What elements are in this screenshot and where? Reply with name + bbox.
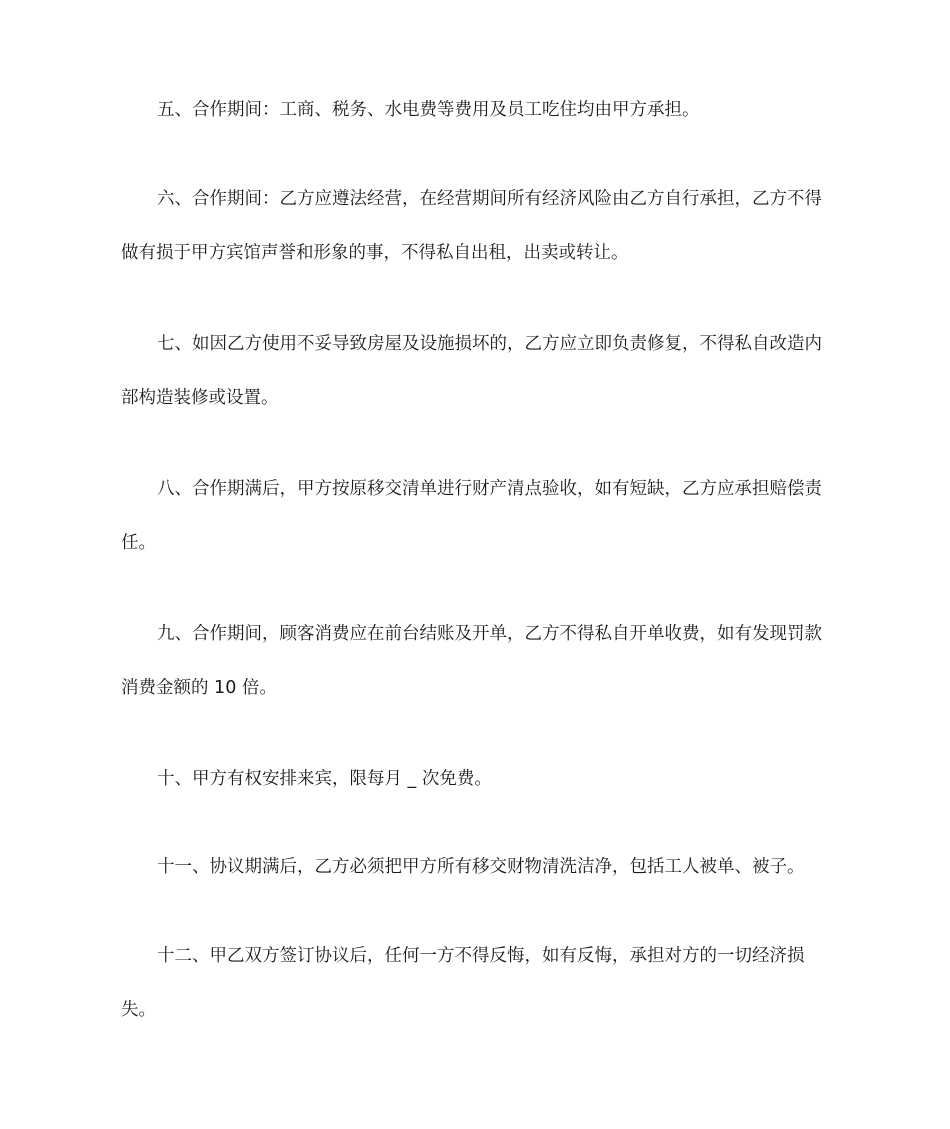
clause-5: 五、合作期间：工商、税务、水电费等费用及员工吃住均由甲方承担。 (157, 100, 700, 120)
clause-8: 八、合作期满后，甲方按原移交清单进行财产清点验收，如有短缺，乙方应承担赔偿责任。 (121, 479, 822, 553)
clause-11: 十一、协议期满后，乙方必须把甲方所有移交财物清洗洁净，包括工人被单、被子。 (157, 857, 805, 877)
clause-12: 十二、甲乙双方签订协议后，任何一方不得反悔，如有反悔，承担对方的一切经济损失。 (121, 946, 805, 1020)
clause-7: 七、如因乙方使用不妥导致房屋及设施损坏的，乙方应立即负责修复，不得私自改造内部构造装修或设置。 (121, 334, 822, 408)
clause-9: 九、合作期间，顾客消费应在前台结账及开单，乙方不得私自开单收费，如有发现罚款消费金额的 10 倍。 (121, 624, 822, 698)
clause-10: 十、甲方有权安排来宾，限每月 _ 次免费。 (157, 769, 492, 789)
clause-6: 六、合作期间：乙方应遵法经营，在经营期间所有经济风险由乙方自行承担，乙方不得做有损于甲方宾馆声誉和形象的事，不得私自出租，出卖或转让。 (121, 189, 822, 263)
